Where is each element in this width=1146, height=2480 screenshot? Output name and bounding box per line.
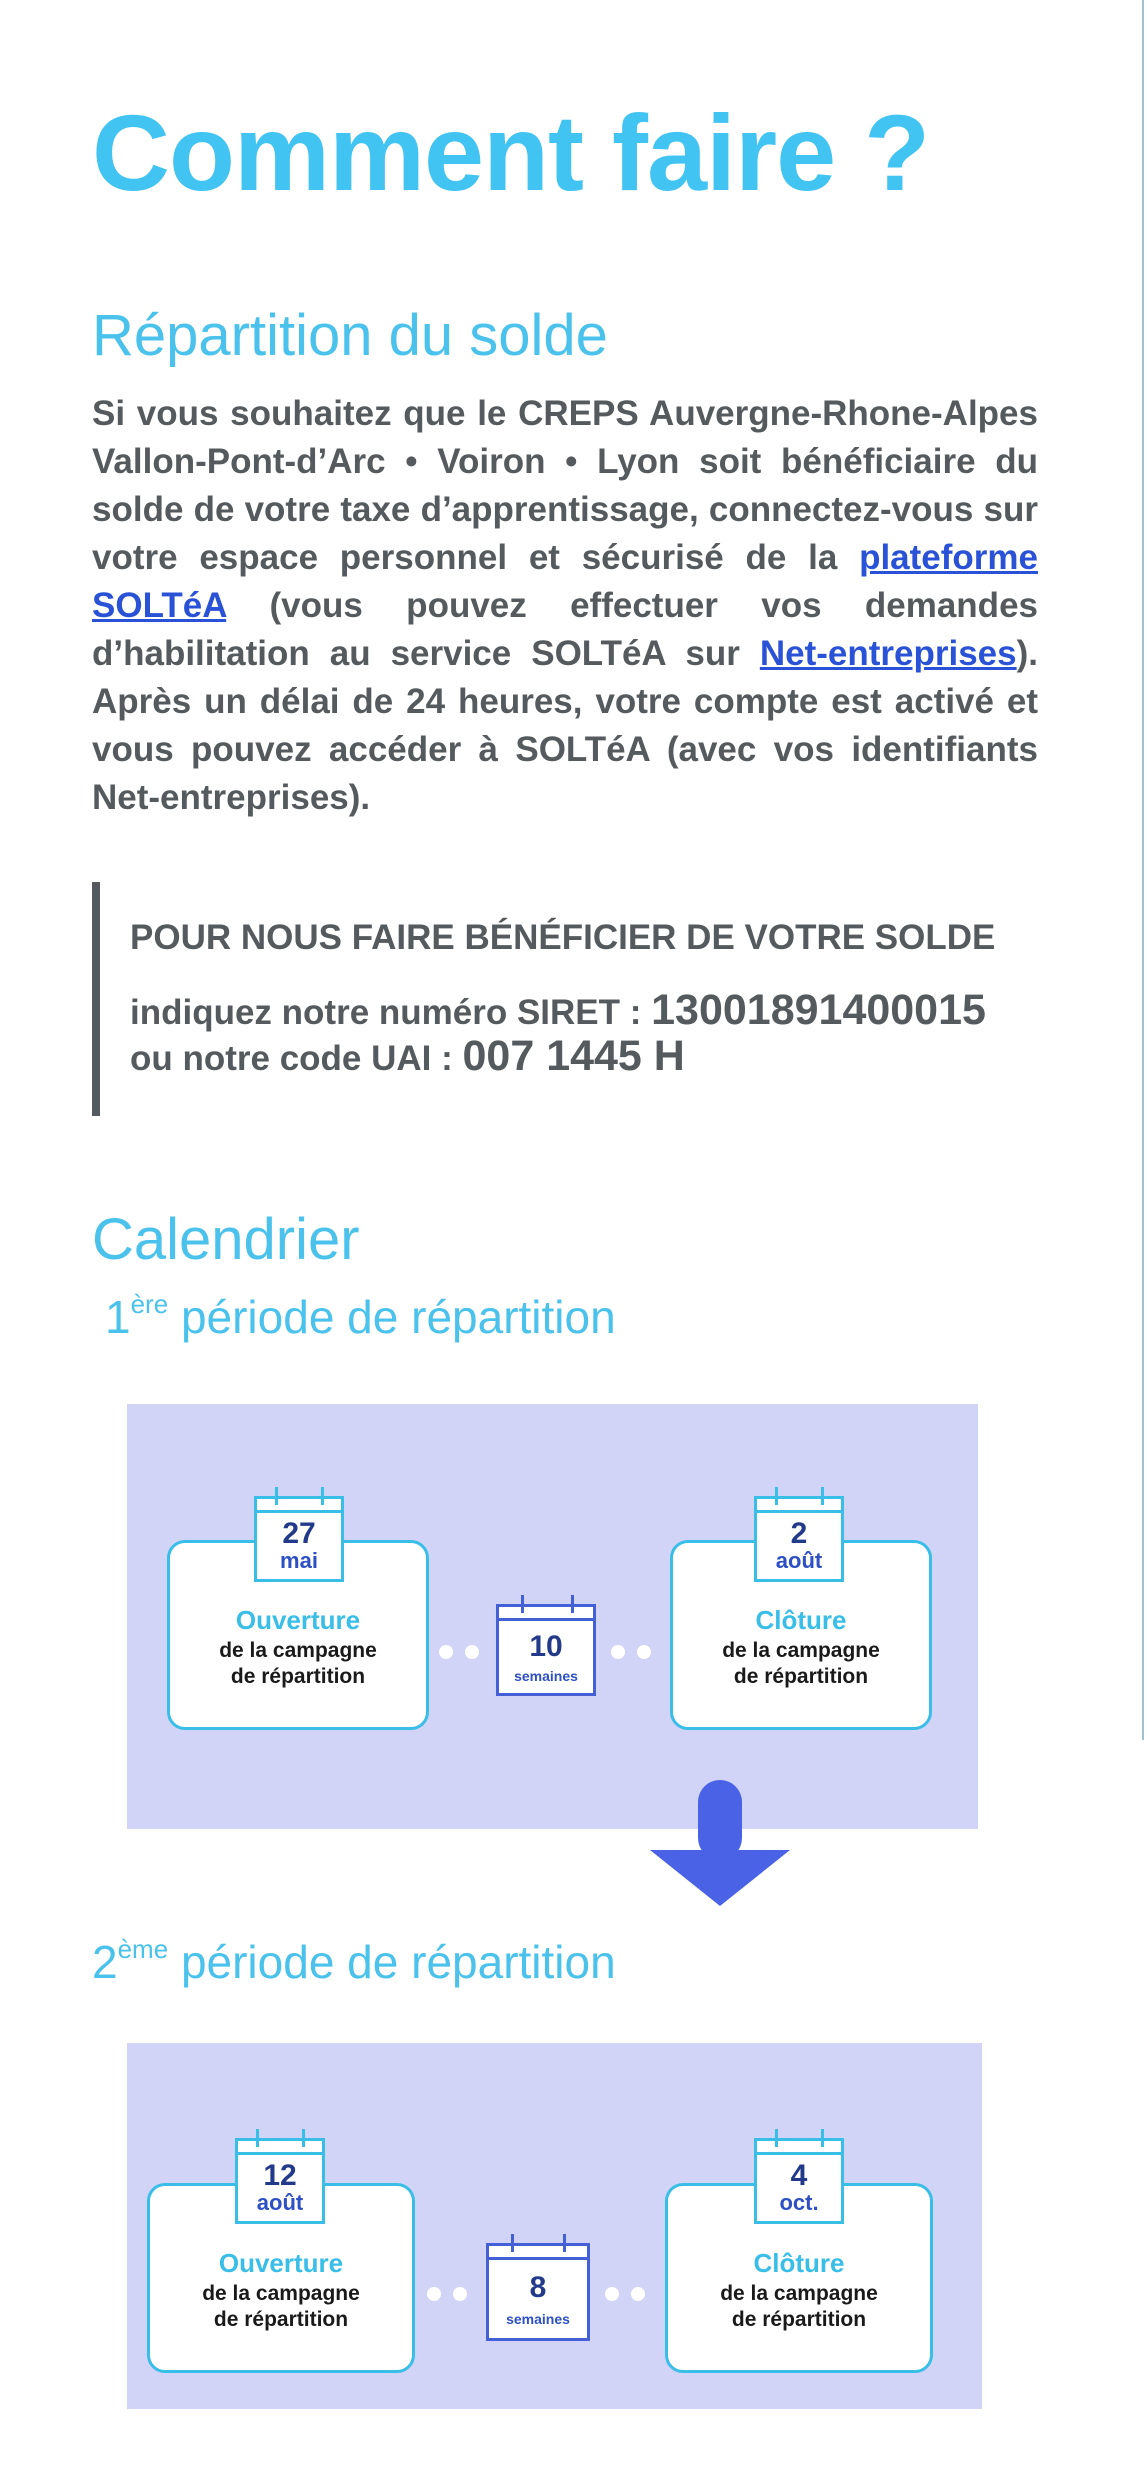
soltea-platform-link[interactable]: plateforme SOLTéA [92, 538, 1038, 625]
close-day: 4 [790, 2159, 808, 2192]
period2-label: période de répartition [168, 1936, 616, 1988]
close-month: août [775, 1548, 823, 1573]
siret-line [130, 986, 986, 1035]
paragraph-text-1: Si vous souhaitez que le CREPS Auvergne-Rhone-Alpes Vallon-Pont-d’Arc • Voiron • Lyon soit bénéficiaire du solde de votre taxe d’apprentissage, connectez-vous sur votre espace personnel et sécurisé de la [92, 394, 1038, 577]
period1-label: période de répartition [168, 1291, 616, 1343]
weeks-calendar-icon [496, 1604, 596, 1696]
period2-sup: ème [117, 1933, 169, 1964]
uai-label: ou notre code UAI : [130, 1039, 463, 1078]
section-heading-calendrier: Calendrier [92, 1207, 360, 1272]
open-month: mai [280, 1548, 318, 1573]
open-sub1: de la campagne [219, 1639, 377, 1662]
paragraph-text-3: ). Après un délai de 24 heures, votre compte est activé et vous pouvez accéder à SOLTéA (avec vos identifiants Net-entreprises). [92, 634, 1038, 817]
calendar-icon [254, 1496, 344, 1582]
dot [453, 2287, 467, 2301]
period2-heading [92, 1935, 616, 1989]
page-title: Comment faire ? [92, 92, 930, 213]
dot [631, 2287, 645, 2301]
period2-num: 2 [92, 1936, 118, 1988]
dot [427, 2287, 441, 2301]
weeks-label: semaines [506, 2311, 570, 2327]
dot [605, 2287, 619, 2301]
close-sub1: de la campagne [720, 2282, 878, 2305]
open-word: Ouverture [235, 1605, 361, 1635]
close-word: Clôture [753, 2248, 845, 2278]
solde-callout [92, 882, 1038, 1116]
section-heading-repartition: Répartition du solde [92, 303, 608, 368]
repartition-paragraph [92, 390, 1038, 822]
period2-timeline [127, 2043, 982, 2409]
period1-timeline [127, 1404, 978, 1829]
siret-number: 13001891400015 [651, 986, 986, 1034]
close-sub2: de répartition [733, 1665, 869, 1688]
callout-heading: POUR NOUS FAIRE BÉNÉFICIER DE VOTRE SOLDE [130, 918, 996, 957]
edge-line [1142, 0, 1144, 1740]
close-word: Clôture [755, 1605, 847, 1635]
open-month: août [256, 2190, 304, 2215]
siret-label: indiquez notre numéro SIRET : [130, 993, 652, 1032]
close-sub1: de la campagne [722, 1639, 880, 1662]
close-month: oct. [779, 2190, 819, 2215]
dot [611, 1645, 625, 1659]
dot [465, 1645, 479, 1659]
open-sub2: de répartition [213, 2308, 349, 2331]
dot [637, 1645, 651, 1659]
net-entreprises-link[interactable]: Net-entreprises [759, 634, 1017, 673]
open-sub1: de la campagne [202, 2282, 360, 2305]
open-word: Ouverture [218, 2248, 344, 2278]
weeks-calendar-icon [486, 2243, 590, 2341]
paragraph-text-2: (vous pouvez effectuer vos demandes d’habilitation au service SOLTéA sur [92, 586, 1038, 673]
dot [439, 1645, 453, 1659]
calendar-icon [235, 2138, 325, 2224]
open-day: 12 [263, 2159, 297, 2192]
open-day: 27 [282, 1517, 316, 1550]
weeks-number: 10 [529, 1630, 563, 1663]
uai-line [130, 1032, 685, 1081]
down-arrow-icon [650, 1780, 790, 1906]
close-day: 2 [790, 1517, 808, 1550]
calendar-icon [754, 2138, 844, 2224]
weeks-label: semaines [514, 1668, 578, 1684]
period1-heading [105, 1290, 616, 1344]
period1-num: 1 [105, 1291, 131, 1343]
close-sub2: de répartition [731, 2308, 867, 2331]
period1-sup: ère [130, 1288, 169, 1319]
weeks-number: 8 [529, 2271, 547, 2304]
open-sub2: de répartition [230, 1665, 366, 1688]
uai-code: 007 1445 H [462, 1032, 685, 1080]
calendar-icon [754, 1496, 844, 1582]
